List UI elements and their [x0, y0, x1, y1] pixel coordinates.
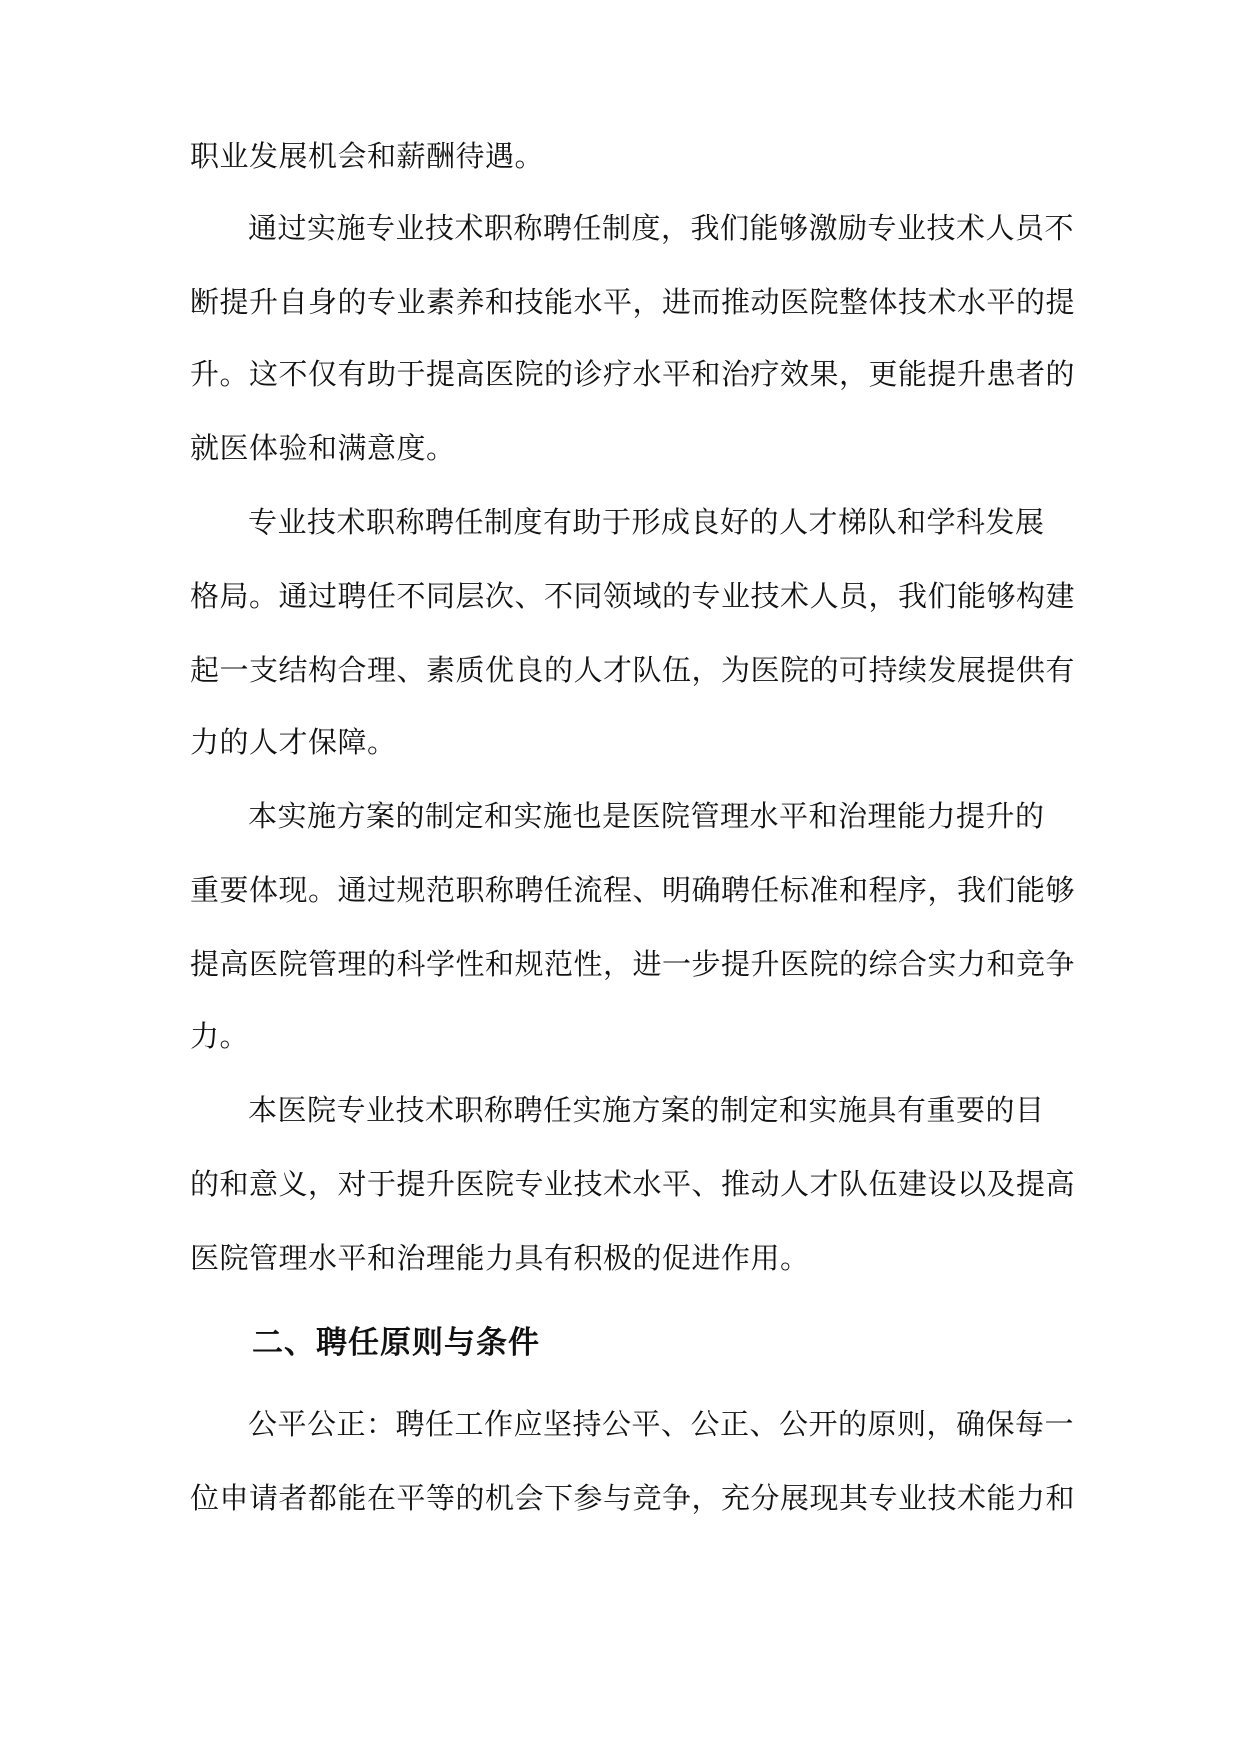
paragraph-line: 的和意义，对于提升医院专业技术水平、推动人才队伍建设以及提高	[190, 1167, 1076, 1201]
paragraph-line: 力。	[190, 1019, 250, 1053]
paragraph-line: 重要体现。通过规范职称聘任流程、明确聘任标准和程序，我们能够	[190, 873, 1076, 907]
paragraph-line: 就医体验和满意度。	[190, 431, 456, 465]
paragraph-line: 医院管理水平和治理能力具有积极的促进作用。	[190, 1241, 810, 1275]
paragraph-line: 提高医院管理的科学性和规范性，进一步提升医院的综合实力和竞争	[190, 947, 1076, 981]
paragraph-line: 本医院专业技术职称聘任实施方案的制定和实施具有重要的目	[248, 1093, 1045, 1127]
paragraph-line: 通过实施专业技术职称聘任制度，我们能够激励专业技术人员不	[248, 211, 1075, 245]
paragraph-line: 职业发展机会和薪酬待遇。	[190, 139, 545, 173]
paragraph-line: 位申请者都能在平等的机会下参与竞争，充分展现其专业技术能力和	[190, 1481, 1076, 1515]
paragraph-line: 力的人才保障。	[190, 725, 397, 759]
section-heading: 二、聘任原则与条件	[252, 1325, 540, 1361]
paragraph-line: 断提升自身的专业素养和技能水平，进而推动医院整体技术水平的提	[190, 285, 1076, 319]
paragraph-line: 升。这不仅有助于提高医院的诊疗水平和治疗效果，更能提升患者的	[190, 357, 1076, 391]
paragraph-line: 起一支结构合理、素质优良的人才队伍，为医院的可持续发展提供有	[190, 653, 1076, 687]
paragraph-line: 格局。通过聘任不同层次、不同领域的专业技术人员，我们能够构建	[190, 579, 1076, 613]
paragraph-line: 本实施方案的制定和实施也是医院管理水平和治理能力提升的	[248, 799, 1045, 833]
paragraph-line: 专业技术职称聘任制度有助于形成良好的人才梯队和学科发展	[248, 505, 1045, 539]
paragraph-line: 公平公正：聘任工作应坚持公平、公正、公开的原则，确保每一	[248, 1407, 1075, 1441]
